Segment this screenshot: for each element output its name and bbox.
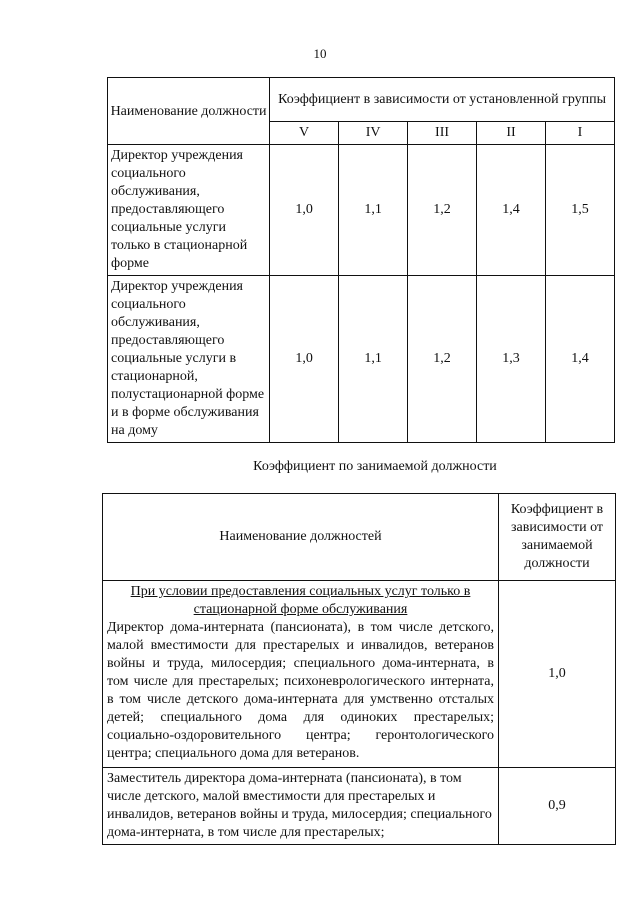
coefficient-cell: 1,4 [546,276,615,443]
group-coefficient-table [107,77,615,443]
coefficient-cell: 1,4 [477,145,546,276]
position-coefficient-header: Коэффициент в зависимости от занимаемой должности [499,494,616,581]
coefficient-cell: 1,2 [408,276,477,443]
group-column-header: III [408,121,477,144]
position-coefficient-table [102,493,616,845]
group-column-header: V [270,121,339,144]
coefficient-cell: 1,0 [270,145,339,276]
coefficient-cell: 1,5 [546,145,615,276]
coefficient-cell: 1,2 [408,145,477,276]
position-name-header: Наименование должности [108,78,270,145]
positions-description-cell [103,768,499,845]
coefficient-cell: 0,9 [499,768,616,845]
condition-heading: При условии предоставления социальных услуг только в стационарной форме обслуживания [130,584,471,617]
positions-list-text: Заместитель директора дома-интерната (пансионата), в том числе детского, малой вместимости для престарелых и инвалидов, ветеранов войны и труда, милосердия; специального дома-интерната, в том числе для престарелых; [107,771,492,840]
coefficient-cell: 1,3 [477,276,546,443]
group-column-header: II [477,121,546,144]
positions-name-header: Наименование должностей [103,494,499,581]
group-column-header: I [546,121,615,144]
table-header-row [103,494,616,581]
coefficient-cell: 1,1 [339,145,408,276]
table-row [103,581,616,768]
table-header-row [108,78,615,122]
position-name-cell: Директор учреждения социального обслуживания, предоставляющего социальные услуги только в стационарной форме [108,145,270,276]
table-row [108,145,615,276]
page-number: 10 [313,46,327,61]
positions-description-cell [103,581,499,768]
position-name-cell: Директор учреждения социального обслуживания, предоставляющего социальные услуги в стационарной, полустационарной форме и в форме обслуживания на дому [108,276,270,443]
coefficient-cell: 1,0 [499,581,616,768]
table-row [108,276,615,443]
coefficient-cell: 1,0 [270,276,339,443]
section-caption: Коэффициент по занимаемой должности [253,459,497,474]
group-coefficient-header: Коэффициент в зависимости от установленной группы [270,78,615,122]
positions-list-text: Директор дома-интерната (пансионата), в том числе детского, малой вместимости для престарелых и инвалидов, ветеранов войны и труда, милосердия; специального дома-интерната, в том числе для престарелых; психоневрологического интерната, в том числе детского дома-интерната для умственно отсталых детей; специального дома для одиноких престарелых; социально-оздоровительного центра; геронтологического центра; специального дома для ветеранов. [107,620,494,761]
table-row [103,768,616,845]
coefficient-cell: 1,1 [339,276,408,443]
group-column-header: IV [339,121,408,144]
